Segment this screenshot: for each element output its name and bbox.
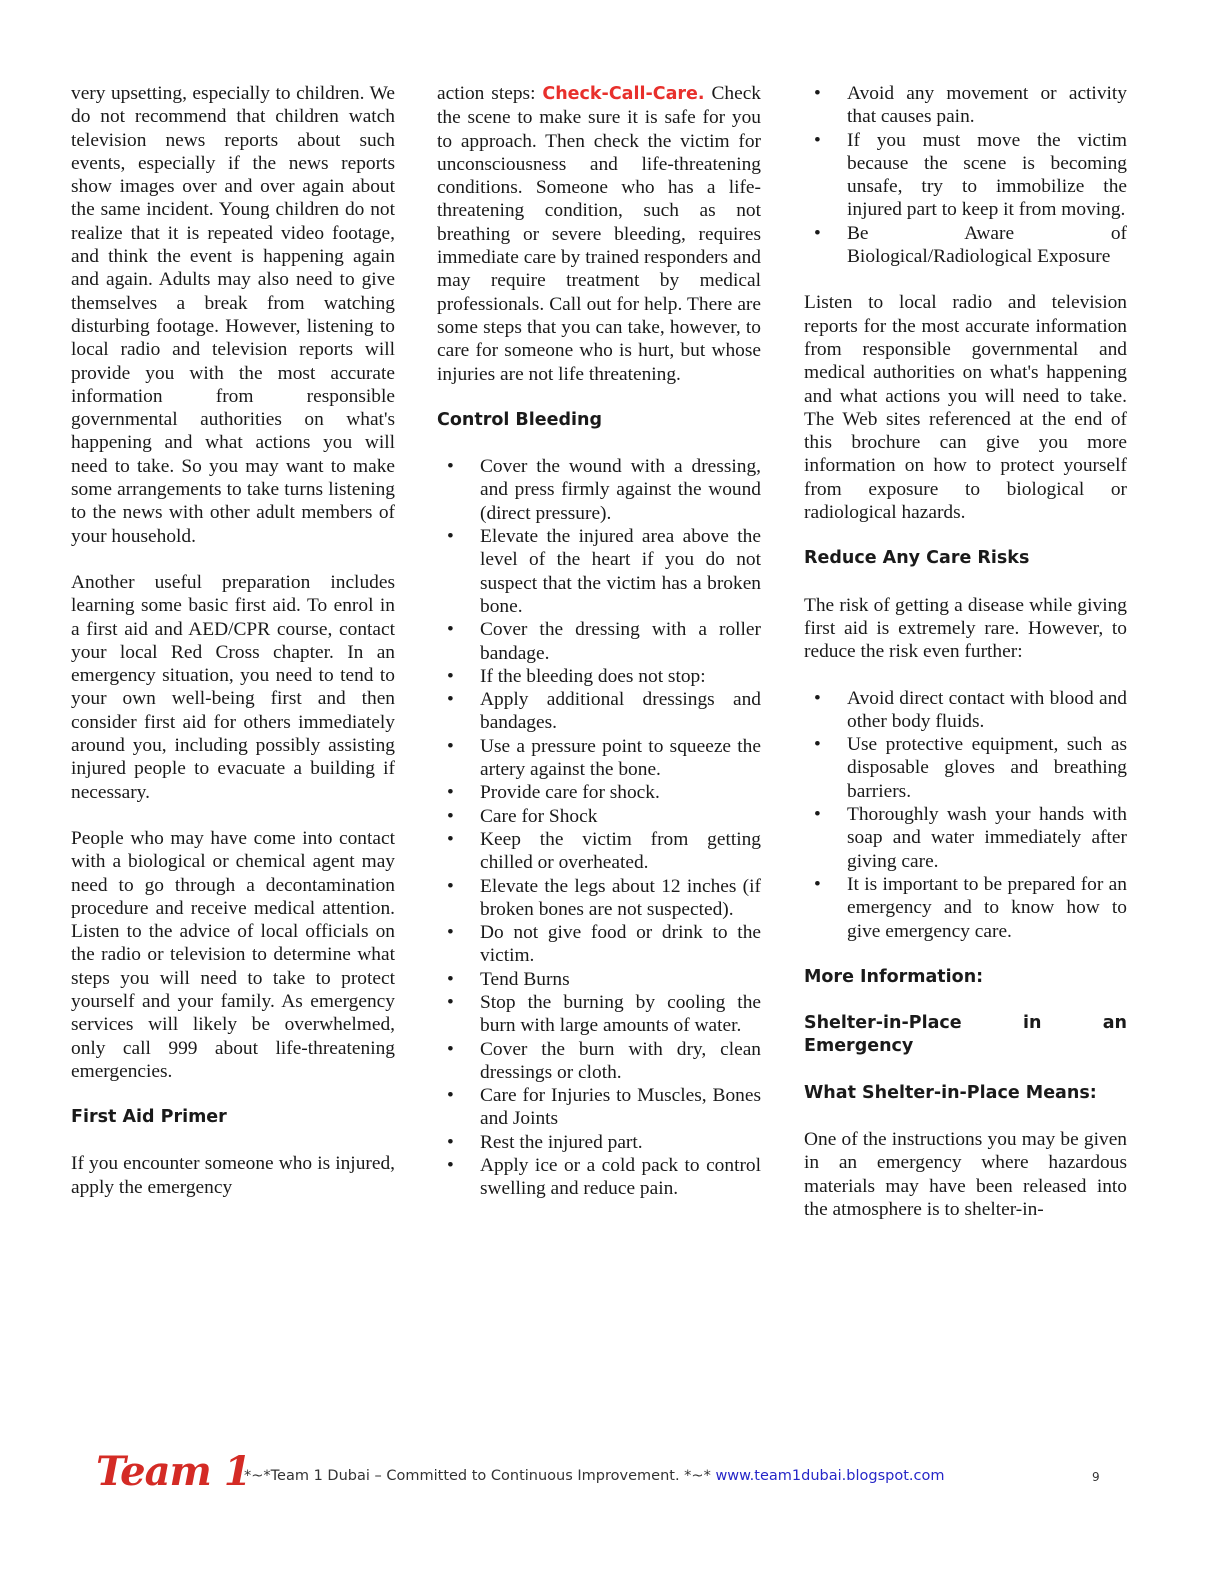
list-item: • Stop the burning by cooling the burn with large amounts of water.	[437, 991, 761, 1038]
control-bleeding-list	[437, 455, 761, 1201]
column-2	[437, 82, 761, 1224]
footer-link[interactable]: www.team1dubai.blogspot.com	[715, 1468, 945, 1484]
list-item: • Care for Injuries to Muscles, Bones and Joints	[437, 1084, 761, 1131]
list-item: • Cover the dressing with a roller bandage.	[437, 618, 761, 665]
column-3	[804, 82, 1127, 1244]
list-item: • Use a pressure point to squeeze the artery against the bone.	[437, 735, 761, 782]
heading-control-bleeding: Control Bleeding	[437, 409, 603, 430]
movement-list	[804, 82, 1127, 268]
list-item: • Elevate the legs about 12 inches (if broken bones are not suspected).	[437, 875, 761, 922]
page-footer	[96, 1448, 1136, 1498]
risk-list	[804, 687, 1127, 943]
paragraph-shelter-instructions: One of the instructions you may be given in an emergency where hazardous materials may have been released into the atmosphere is to shelter-in-	[804, 1128, 1127, 1220]
list-item: • Use protective equipment, such as disposable gloves and breathing barriers.	[804, 733, 1127, 803]
paragraph-listen-radio: Listen to local radio and television reports for the most accurate information from responsible governmental and medical authorities on what's happening and what actions you will need to take. The Web sites referenced at the end of this brochure can give you more information on how to protect yourself from exposure to biological or radiological hazards.	[804, 292, 1127, 524]
list-item: • Avoid direct contact with blood and other body fluids.	[804, 687, 1127, 734]
list-item: • Rest the injured part.	[437, 1131, 761, 1154]
list-item: • Cover the burn with dry, clean dressings or cloth.	[437, 1038, 761, 1085]
heading-shelter-in-place-means: What Shelter-in-Place Means:	[804, 1082, 1097, 1103]
check-call-care-highlight: Check-Call-Care.	[542, 84, 705, 104]
list-item: • Provide care for shock.	[437, 781, 761, 804]
paragraph-decontamination: People who may have come into contact with a biological or chemical agent may need to go through a decontamination procedure and receive medical attention. Listen to the advice of local officials on the radio or television to determine what steps you will need to take to protect yourself and your family. As emergency services will likely be overwhelmed, only call 999 about life-threatening emergencies.	[71, 827, 395, 1082]
paragraph-encounter: If you encounter someone who is injured, apply the emergency	[71, 1153, 395, 1198]
list-item: • Do not give food or drink to the victim.	[437, 921, 761, 968]
action-steps-lead: action steps:	[437, 83, 543, 104]
list-item: • Apply ice or a cold pack to control swelling and reduce pain.	[437, 1154, 761, 1201]
list-item: • If the bleeding does not stop:	[437, 665, 761, 688]
action-steps-rest: Check the scene to make sure it is safe for you to approach. Then check the victim for unconsciousness and life-threatening conditions. Someone who has a life-threatening condition, such as not breathing or severe bleeding, requires immediate care by trained responders and may require treatment by medical professionals. Call out for help. There are some steps that you can take, however, to care for someone who is hurt, but whose injuries are not life threatening.	[437, 83, 761, 385]
paragraph-risk: The risk of getting a disease while giving first aid is extremely rare. However, to reduce the risk even further:	[804, 594, 1127, 663]
paragraph-action-steps	[437, 82, 761, 386]
list-item: • Cover the wound with a dressing, and press firmly against the wound (direct pressure).	[437, 455, 761, 525]
column-1	[71, 82, 395, 1222]
list-item: • Be Aware of Biological/Radiological Exposure	[804, 222, 1127, 269]
heading-reduce-care-risks: Reduce Any Care Risks	[804, 548, 1030, 569]
heading-shelter-in-place: Shelter-in-Place in an Emergency	[804, 1013, 1127, 1057]
list-item: • Apply additional dressings and bandages.	[437, 688, 761, 735]
list-item: • Keep the victim from getting chilled or overheated.	[437, 828, 761, 875]
list-item: • It is important to be prepared for an emergency and to know how to give emergency care.	[804, 873, 1127, 943]
footer-tagline	[244, 1468, 944, 1484]
list-item: • Thoroughly wash your hands with soap and water immediately after giving care.	[804, 803, 1127, 873]
footer-text: *~*Team 1 Dubai – Committed to Continuous Improvement. *~*	[244, 1468, 716, 1484]
list-item: • If you must move the victim because the scene is becoming unsafe, try to immobilize the injured part to keep it from moving.	[804, 129, 1127, 222]
heading-first-aid-primer: First Aid Primer	[71, 1107, 227, 1128]
paragraph-first-aid-preparation: Another useful preparation includes learning some basic first aid. To enrol in a first aid and AED/CPR course, contact your local Red Cross chapter. In an emergency situation, you need to tend to your own well-being first and then consider first aid for others immediately around you, including possibly assisting injured people to evacuate a building if necessary.	[71, 571, 395, 803]
heading-more-information: More Information:	[804, 966, 984, 987]
page-number: 9	[1092, 1470, 1100, 1484]
paragraph-upsetting: very upsetting, especially to children. We do not recommend that children watch television news reports about such events, especially if the news reports show images over and over again about the same incident. Young children do not realize that it is repeated video footage, and think the event is happening again and again. Adults may also need to give themselves a break from watching disturbing footage. However, listening to local radio and television reports will provide you with the most accurate information from responsible governmental authorities on what's happening and what actions you will need to take. So you may want to make some arrangements to take turns listening to the news with other adult members of your household.	[71, 83, 395, 547]
team1-logo: Team 1	[96, 1448, 251, 1495]
list-item: • Elevate the injured area above the level of the heart if you do not suspect that the victim has a broken bone.	[437, 525, 761, 618]
list-item: • Avoid any movement or activity that causes pain.	[804, 82, 1127, 129]
list-item: • Tend Burns	[437, 968, 761, 991]
list-item: • Care for Shock	[437, 805, 761, 828]
